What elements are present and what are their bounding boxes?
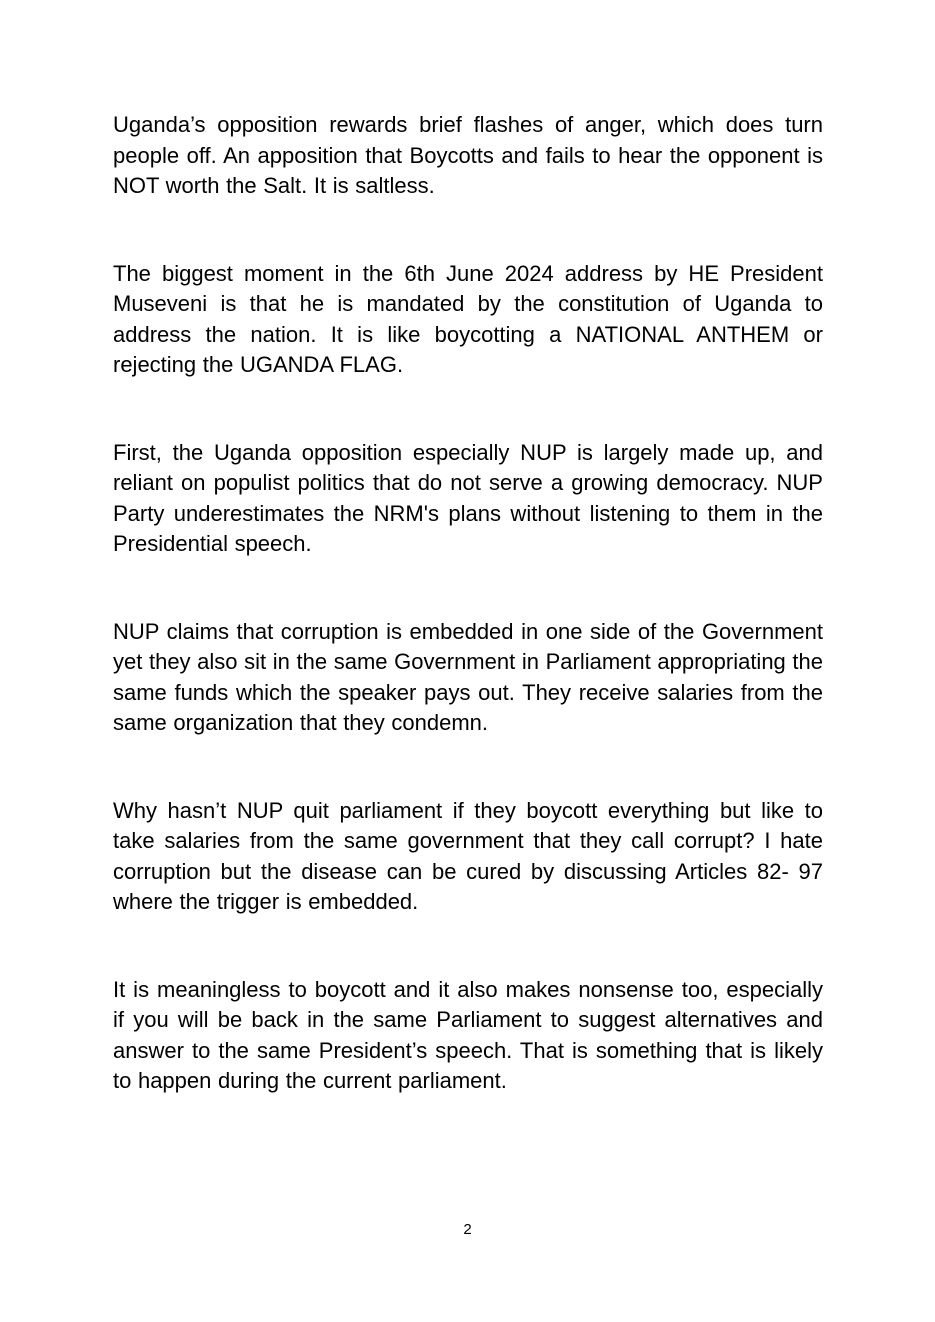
paragraph: First, the Uganda opposition especially NUP is largely made up, and reliant on populist politics that do not serve a growing democracy. NUP Party underestimates the NRM's plans without listening to them in the Presidential speech. (113, 439, 823, 556)
paragraph: Why hasn’t NUP quit parliament if they boycott everything but like to take salaries from the same government that they call corrupt? I hate corruption but the disease can be cured by discussing Articles 82- 97 where the trigger is embedded. (113, 797, 823, 914)
page-number: 2 (463, 1221, 472, 1238)
paragraph: Uganda’s opposition rewards brief flashes of anger, which does turn people off. An apposition that Boycotts and fails to hear the opponent is NOT worth the Salt. It is saltless. (113, 112, 823, 198)
paragraph: The biggest moment in the 6th June 2024 address by HE President Museveni is that he is mandated by the constitution of Uganda to address the nation. It is like boycotting a NATIONAL ANTHEM or rejecting the UGANDA FLAG. (113, 260, 823, 377)
paragraph: It is meaningless to boycott and it also makes nonsense too, especially if you will be back in the same Parliament to suggest alternatives and answer to the same President’s speech. That is something that is likely to happen during the current parliament. (113, 976, 823, 1093)
page-body-text (113, 110, 823, 1154)
paragraph: NUP claims that corruption is embedded in one side of the Government yet they also sit in the same Government in Parliament appropriating the same funds which the speaker pays out. They receive salaries from the same organization that they condemn. (113, 618, 823, 735)
